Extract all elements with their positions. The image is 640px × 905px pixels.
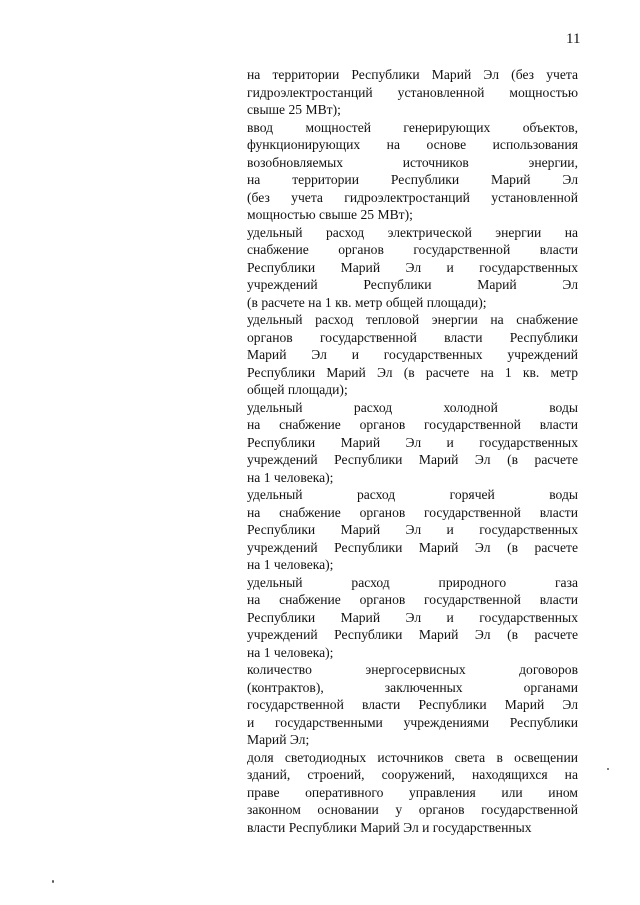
scan-speck	[52, 880, 54, 883]
text-line: на территории Республики Марий Эл (без учета	[247, 67, 578, 82]
text-line: Республики Марий Эл и государственных	[247, 522, 578, 537]
text-line: Республики Марий Эл и государственных	[247, 609, 578, 625]
text-line: Марий Эл;	[247, 732, 310, 747]
text-line: функционирующих на основе использования	[247, 137, 578, 152]
text-line: на 1 человека);	[247, 644, 334, 660]
text-line: удельный расход тепловой энергии на снабжение	[247, 312, 578, 327]
scan-speck	[607, 768, 609, 770]
text-line: зданий, строений, сооружений, находящихся на	[247, 767, 578, 782]
text-line: органов государственной власти Республики	[247, 329, 578, 345]
text-line: на территории Республики Марий Эл	[247, 172, 578, 187]
text-line: снабжение органов государственной власти	[247, 242, 578, 257]
text-line: учреждений Республики Марий Эл (в расчете	[247, 452, 578, 467]
text-line: праве оперативного управления или ином	[247, 784, 578, 800]
text-line: гидроэлектростанций установленной мощностью	[247, 84, 578, 100]
text-line: удельный расход холодной воды	[247, 399, 578, 415]
text-line: на снабжение органов государственной власти	[247, 504, 578, 520]
paragraph	[247, 574, 578, 662]
text-line: учреждений Республики Марий Эл	[247, 277, 578, 292]
text-line: и государственными учреждениями Республики	[247, 714, 578, 730]
paragraph	[247, 224, 578, 312]
text-line: государственной власти Республики Марий Эл	[247, 697, 578, 712]
paragraph	[247, 749, 578, 837]
text-line: на снабжение органов государственной власти	[247, 417, 578, 432]
text-line: количество энергосервисных договоров	[247, 662, 578, 677]
text-line: Республики Марий Эл и государственных	[247, 434, 578, 450]
text-line: на 1 человека);	[247, 557, 334, 572]
paragraph	[247, 661, 578, 749]
text-line: учреждений Республики Марий Эл (в расчете	[247, 539, 578, 555]
paragraph	[247, 119, 578, 224]
text-line: удельный расход горячей воды	[247, 487, 578, 502]
text-line: законном основании у органов государственной	[247, 802, 578, 817]
text-line: учреждений Республики Марий Эл (в расчете	[247, 627, 578, 642]
text-line: власти Республики Марий Эл и государственных	[247, 819, 532, 835]
paragraph	[247, 486, 578, 574]
paragraph	[247, 66, 578, 119]
paragraph	[247, 311, 578, 399]
text-line: доля светодиодных источников света в освещении	[247, 749, 578, 765]
text-line: удельный расход природного газа	[247, 574, 578, 590]
text-line: на 1 человека);	[247, 469, 334, 485]
text-line: (без учета гидроэлектростанций установленной	[247, 189, 578, 205]
text-line: ввод мощностей генерирующих объектов,	[247, 119, 578, 135]
page-number: 11	[566, 31, 581, 47]
text-line: Республики Марий Эл и государственных	[247, 259, 578, 275]
text-line: возобновляемых источников энергии,	[247, 154, 578, 170]
document-body	[247, 66, 578, 836]
text-line: мощностью свыше 25 МВт);	[247, 207, 413, 222]
text-line: общей площади);	[247, 382, 348, 397]
text-line: Марий Эл и государственных учреждений	[247, 347, 578, 362]
paragraph	[247, 399, 578, 487]
text-line: удельный расход электрической энергии на	[247, 224, 578, 240]
text-line: (в расчете на 1 кв. метр общей площади);	[247, 294, 487, 310]
text-line: свыше 25 МВт);	[247, 102, 341, 117]
text-line: на снабжение органов государственной власти	[247, 592, 578, 607]
text-line: (контрактов), заключенных органами	[247, 679, 578, 695]
text-line: Республики Марий Эл (в расчете на 1 кв. метр	[247, 364, 578, 380]
